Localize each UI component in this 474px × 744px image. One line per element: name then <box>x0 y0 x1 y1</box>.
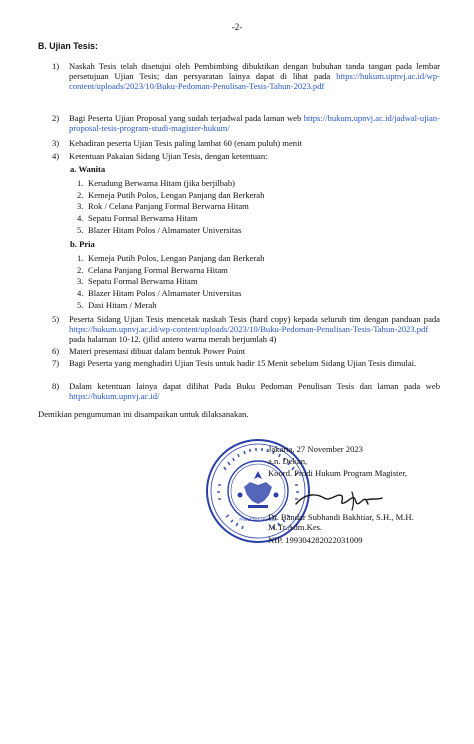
signatory-name: Dr. Bandar Subhandi Bakhtiar, S.H., M.H. M.Tr.Adm.Kes. <box>268 512 414 533</box>
list-item: 1) Naskah Tesis telah disetujui oleh Pembimbing dibuktikan dengan bubuhan tanda tangan pada lembar persetujuan Ujian Tesis; dan persyaratan lainya dapat di lihat pada https://hukum.upnvj.ac.id/wp-content/uploads/2023/10/Buku-Pedoman-Penulisan-Tesis-Tahun-2023.pdf <box>52 61 440 92</box>
list-item: 5. Blazer Hitam Polos / Almamater Universitas <box>77 225 242 235</box>
section-title: B. Ujian Tesis: <box>38 41 98 51</box>
list-item: 3) Kehadiran peserta Ujian Tesis paling lambat 60 (enam puluh) menit <box>52 138 302 148</box>
schedule-link[interactable]: https://hukum.upnvj.ac.id/jadwal-ujian-proposal-tesis-program-studi-magister-hukum/ <box>69 113 440 134</box>
closing-text: Demikian pengumuman ini disampaikan untuk dilaksanakan. <box>38 409 249 419</box>
signatory-nip: NIP. 199304282022031009 <box>268 535 363 545</box>
list-item: 3. Sepatu Formal Berwarna Hitam <box>77 276 198 286</box>
list-item: 2. Kemeja Putih Polos, Lengan Panjang dan Berkerah <box>77 190 265 200</box>
list-item: 5) Peserta Sidang Ujian Tesis mencetak naskah Tesis (hard copy) kepada seluruh tim dengan panduan pada https://hukum.upnvj.ac.id/wp-content/uploads/2023/10/Buku-Pedoman-Penulisan-Tesis-Tahun-2023.pdf pada halaman 10-12. (jilid antero warna merah berjumlah 4) <box>52 314 440 345</box>
signature-line-2: Koord. Prodi Hukum Program Magister, <box>268 468 408 478</box>
list-item: 5. Dasi Hitam / Merah <box>77 300 157 310</box>
list-item: 2. Celana Panjang Formal Berwarna Hitam <box>77 265 228 275</box>
guide-link[interactable]: https://hukum.upnvj.ac.id/wp-content/uploads/2023/10/Buku-Pedoman-Penulisan-Tesis-Tahun-2023.pdf <box>69 324 429 335</box>
svg-text:FAKULTAS HUKUM: FAKULTAS HUKUM <box>239 517 277 522</box>
list-item: 2) Bagi Peserta Ujian Proposal yang sudah terjadwal pada laman web https://hukum.upnvj.ac.id/jadwal-ujian-proposal-tesis-program-studi-magister-hukum/ <box>52 113 440 134</box>
list-item: 7) Bagi Peserta yang menghadiri Ujian Tesis untuk hadir 15 Menit sebelum Sidang Ujian Tesis dimulai. <box>52 358 417 368</box>
list-item: 3. Rok / Celana Panjang Formal Berwarna Hitam <box>77 201 249 211</box>
list-item: 4. Blazer Hitam Polos / Almamater Universitas <box>77 288 242 298</box>
signature-line-1: a.n. Dekan, <box>268 456 308 466</box>
list-item: 1. Kerudung Berwarna Hitam (jika berjilbab) <box>77 178 235 188</box>
guide-link[interactable]: https://hukum.upnvj.ac.id/wp-content/uploads/2023/10/Buku-Pedoman-Penulisan-Tesis-Tahun-2023.pdf <box>69 71 440 92</box>
list-item: 4) Ketentuan Pakaian Sidang Ujian Tesis, dengan ketentuan: <box>52 151 268 161</box>
wanita-label: a. Wanita <box>70 164 106 174</box>
website-link[interactable]: https://hukum.upnvj.ac.id/ <box>69 391 160 402</box>
page-number: -2- <box>231 22 243 32</box>
handwritten-signature-icon <box>294 488 384 512</box>
list-item: 1. Kemeja Putih Polos, Lengan Panjang dan Berkerah <box>77 253 265 263</box>
list-item: 6) Materi presentasi dibuat dalam bentuk Power Point <box>52 346 246 356</box>
list-item: 4. Sepatu Formal Berwarna Hitam <box>77 213 198 223</box>
pria-label: b. Pria <box>70 239 95 249</box>
list-item: 8) Dalam ketentuan lainya dapat dilihat Pada Buku Pedoman Penulisan Tesis dan laman pada web https://hukum.upnvj.ac.id/ <box>52 381 440 402</box>
place-date: Jakarta, 27 November 2023 <box>268 444 363 454</box>
